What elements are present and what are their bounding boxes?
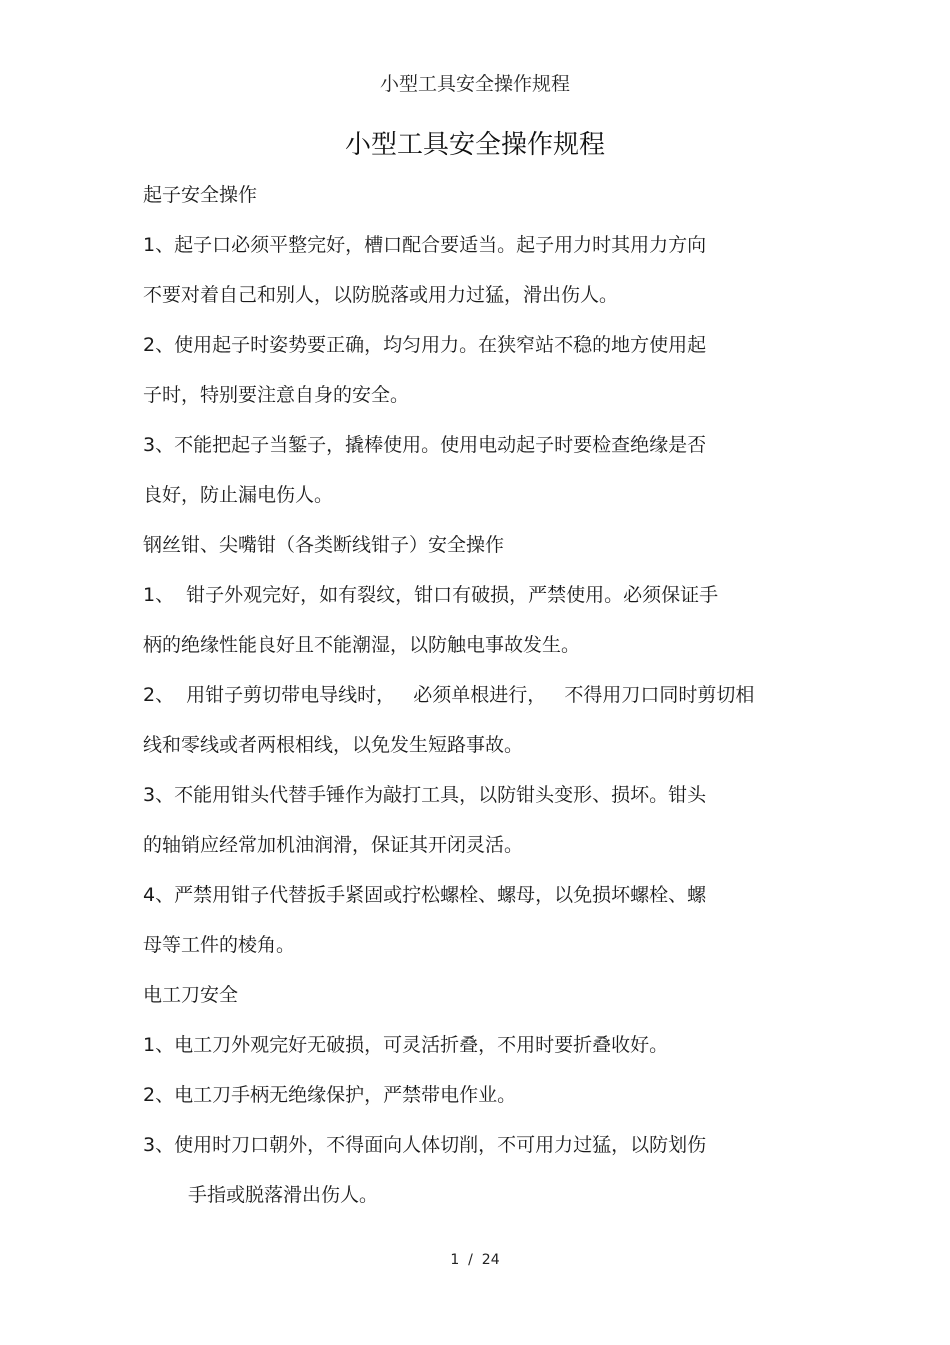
paragraph-line: 4、严禁用钳子代替扳手紧固或拧松螺栓、螺母，以免损坏螺栓、螺 xyxy=(143,884,707,906)
paragraph-line: 线和零线或者两根相线，以免发生短路事故。 xyxy=(143,734,524,756)
paragraph-line: 不要对着自己和别人，以防脱落或用力过猛，滑出伤人。 xyxy=(143,284,619,306)
paragraph-line: 柄的绝缘性能良好且不能潮湿，以防触电事故发生。 xyxy=(143,634,581,656)
paragraph-line: 3、使用时刀口朝外，不得面向人体切削，不可用力过猛，以防划伤 xyxy=(143,1134,707,1156)
paragraph-line: 2、 用钳子剪切带电导线时， 必须单根进行， 不得用刀口同时剪切相 xyxy=(143,684,755,706)
paragraph-line: 3、不能用钳头代替手锤作为敲打工具，以防钳头变形、损坏。钳头 xyxy=(143,784,707,806)
paragraph-line: 的轴销应经常加机油润滑，保证其开闭灵活。 xyxy=(143,834,524,856)
section-heading-pliers: 钢丝钳、尖嘴钳（各类断线钳子）安全操作 xyxy=(143,534,505,556)
paragraph-line: 良好，防止漏电伤人。 xyxy=(143,484,334,506)
paragraph-line: 2、电工刀手柄无绝缘保护，严禁带电作业。 xyxy=(143,1084,517,1106)
page-number: 1 / 24 xyxy=(450,1252,500,1268)
paragraph-line: 1、 钳子外观完好，如有裂纹，钳口有破损，严禁使用。必须保证手 xyxy=(143,584,719,606)
section-heading-electrician-knife: 电工刀安全 xyxy=(143,984,239,1006)
paragraph-line: 1、电工刀外观完好无破损，可灵活折叠，不用时要折叠收好。 xyxy=(143,1034,669,1056)
document-body xyxy=(143,170,808,1220)
section-heading-screwdriver: 起子安全操作 xyxy=(143,184,258,206)
paragraph-line: 母等工件的棱角。 xyxy=(143,934,296,956)
paragraph-line: 1、起子口必须平整完好，槽口配合要适当。起子用力时其用力方向 xyxy=(143,234,707,256)
document-title: 小型工具安全操作规程 xyxy=(344,130,605,160)
paragraph-line: 3、不能把起子当錾子，撬棒使用。使用电动起子时要检查绝缘是否 xyxy=(143,434,707,456)
running-header: 小型工具安全操作规程 xyxy=(379,73,570,95)
paragraph-line: 2、使用起子时姿势要正确，均匀用力。在狭窄站不稳的地方使用起 xyxy=(143,334,707,356)
paragraph-line: 子时，特别要注意自身的安全。 xyxy=(143,384,410,406)
paragraph-line: 手指或脱落滑出伤人。 xyxy=(188,1184,379,1206)
